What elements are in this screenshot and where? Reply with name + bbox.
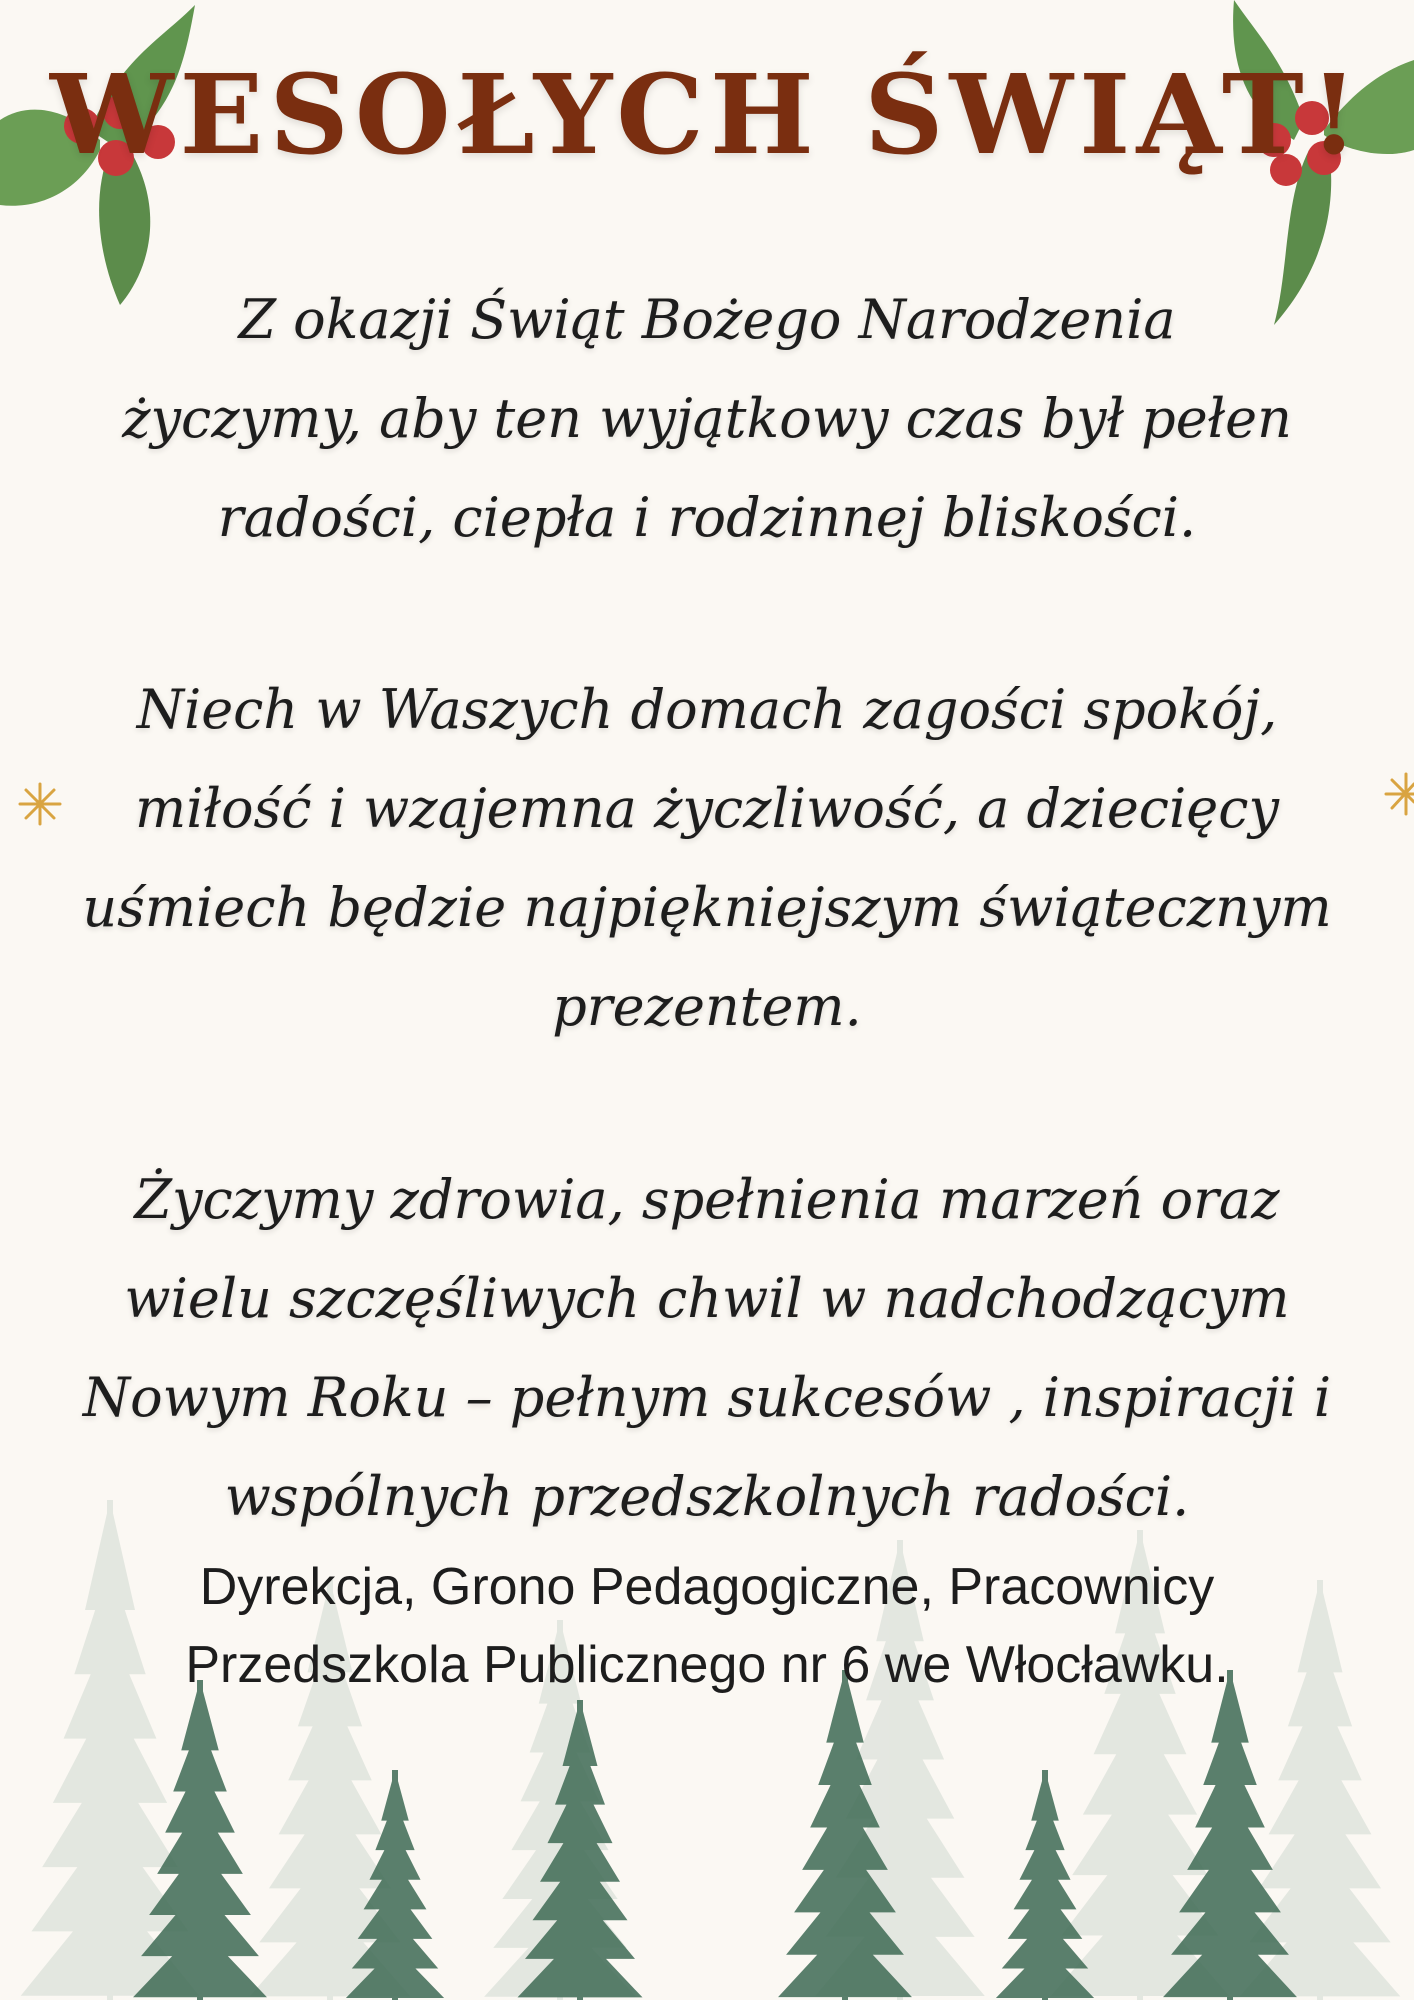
wishes-paragraph-1 [40, 270, 1374, 567]
text-line: uśmiech będzie najpiękniejszym świątecznym [82, 876, 1332, 939]
pine-trunk [197, 1680, 203, 2000]
pine-trunk [1042, 1770, 1048, 2000]
text-line: życzymy, aby ten wyjątkowy czas był pełen [122, 387, 1292, 450]
signature-line: Przedszkola Publicznego nr 6 we Włocławku. [185, 1636, 1229, 1694]
text-line: Nowym Roku – pełnym sukcesów , inspiracji i [82, 1366, 1332, 1429]
signature [20, 1548, 1394, 1704]
text-line: wielu szczęśliwych chwil w nadchodzącym [124, 1267, 1290, 1330]
page-title: WESOŁYCH ŚWIĄT! [50, 50, 1364, 179]
pine-trunk [1227, 1670, 1233, 2000]
text-line: prezentem. [552, 975, 862, 1038]
pine-trunk [392, 1770, 398, 2000]
wishes-paragraph-2 [40, 660, 1374, 1056]
text-line: radości, ciepła i rodzinnej bliskości. [217, 486, 1197, 549]
pine-trunk [842, 1670, 848, 2000]
text-line: Z okazji Świąt Bożego Narodzenia [238, 288, 1176, 351]
sparkle-icon [1384, 772, 1414, 816]
wishes-paragraph-3 [40, 1150, 1374, 1546]
text-line: Życzymy zdrowia, spełnienia marzeń oraz [134, 1168, 1280, 1231]
pine-trunk [577, 1700, 583, 2000]
text-line: Niech w Waszych domach zagości spokój, [136, 678, 1278, 741]
signature-line: Dyrekcja, Grono Pedagogiczne, Pracownicy [199, 1558, 1215, 1616]
text-line: wspólnych przedszkolnych radości. [224, 1465, 1190, 1528]
text-line: miłość i wzajemna życzliwość, a dziecięcy [135, 777, 1279, 840]
